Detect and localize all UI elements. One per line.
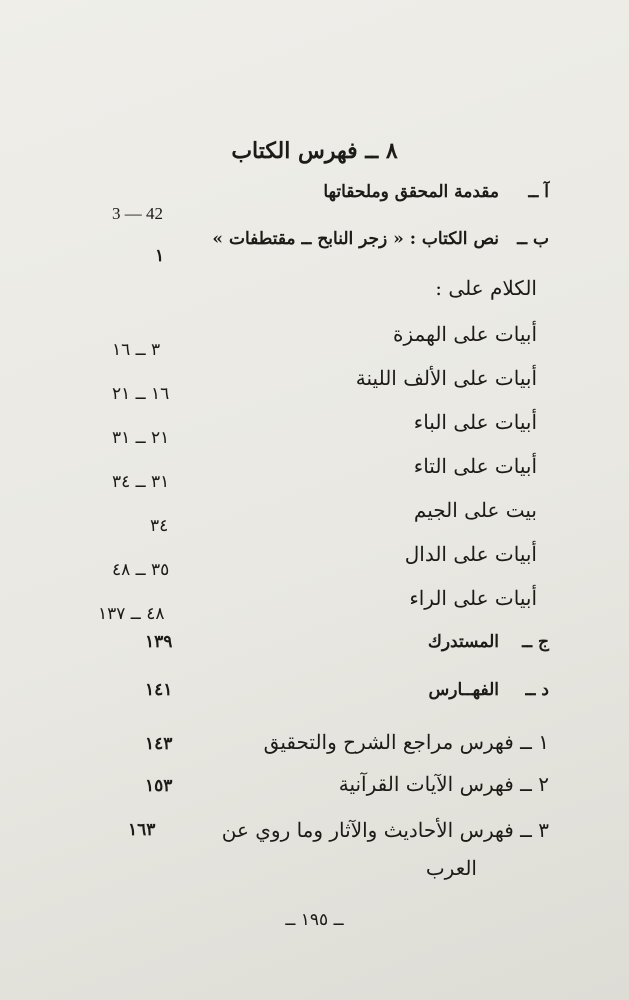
index-entry-quran-verses [0,772,629,806]
entry-label: العرب [425,856,477,880]
entry-pages: ١٣٩ [145,632,173,652]
entry-letter: ج ــ [522,632,549,652]
entry-letter: ب ــ [517,229,549,249]
entry-label: ١ ــ فهرس مراجع الشرح والتحقيق [263,730,549,754]
index-entry-hadiths [0,818,629,852]
entry-label: أبيات على التاء [413,454,537,478]
index-entry-addendum [0,632,629,666]
index-heading-discussion [0,276,629,310]
entry-pages: ١ [155,246,165,266]
entry-label: أبيات على الراء [409,586,537,610]
index-entry-hadiths-continued [0,856,629,890]
entry-pages: ٣٥ ــ ٤٨ [112,560,170,580]
entry-pages: ٣٤ [150,516,169,536]
index-entry-ta [0,454,629,492]
entry-pages: 3 — 42 [112,204,163,223]
entry-label: نص الكتاب : « زجر النابح ــ مقتطفات » [212,229,499,249]
index-entry-dal [0,542,629,580]
page-number: ــ ١٩٥ ــ [285,910,344,930]
entry-pages: ٤٨ ــ ١٣٧ [98,604,165,624]
entry-pages: ١٤٣ [145,734,173,754]
entry-pages: ١٦ ــ ٢١ [112,384,170,404]
index-entry-ba [0,410,629,448]
index-entry-ra [0,586,629,624]
index-entry-text-pages [0,246,629,280]
entry-label: الكلام على : [435,276,537,300]
entry-pages: ١٤١ [145,680,173,700]
entry-label: أبيات على الهمزة [393,322,537,346]
entry-label: أبيات على الباء [413,410,537,434]
index-entry-jim [0,498,629,536]
entry-pages: ١٥٣ [145,776,173,796]
entry-pages: ٣١ ــ ٣٤ [112,472,170,492]
index-entry-hamza [0,322,629,360]
entry-label: بيت على الجيم [413,498,537,522]
entry-label: أبيات على الألف اللينة [355,366,537,390]
entry-label: ٢ ــ فهرس الآيات القرآنية [338,772,549,796]
entry-letter: د ــ [525,680,549,700]
index-entry-indexes [0,680,629,714]
index-entry-references [0,730,629,764]
index-entry-alif [0,366,629,404]
entry-pages: ١٦٣ [128,820,156,840]
entry-label: المستدرك [427,632,499,652]
page-title: ٨ ــ فهرس الكتاب [231,138,398,164]
entry-label: أبيات على الدال [404,542,537,566]
entry-pages: ٢١ ــ ٣١ [112,428,170,448]
entry-label: الفهــارس [428,680,499,700]
entry-label: ٣ ــ فهرس الأحاديث والآثار وما روي عن [221,818,549,842]
entry-label: مقدمة المحقق وملحقاتها [323,182,499,202]
entry-letter: آ ــ [528,182,549,202]
entry-pages: ٣ ــ ١٦ [112,340,161,360]
